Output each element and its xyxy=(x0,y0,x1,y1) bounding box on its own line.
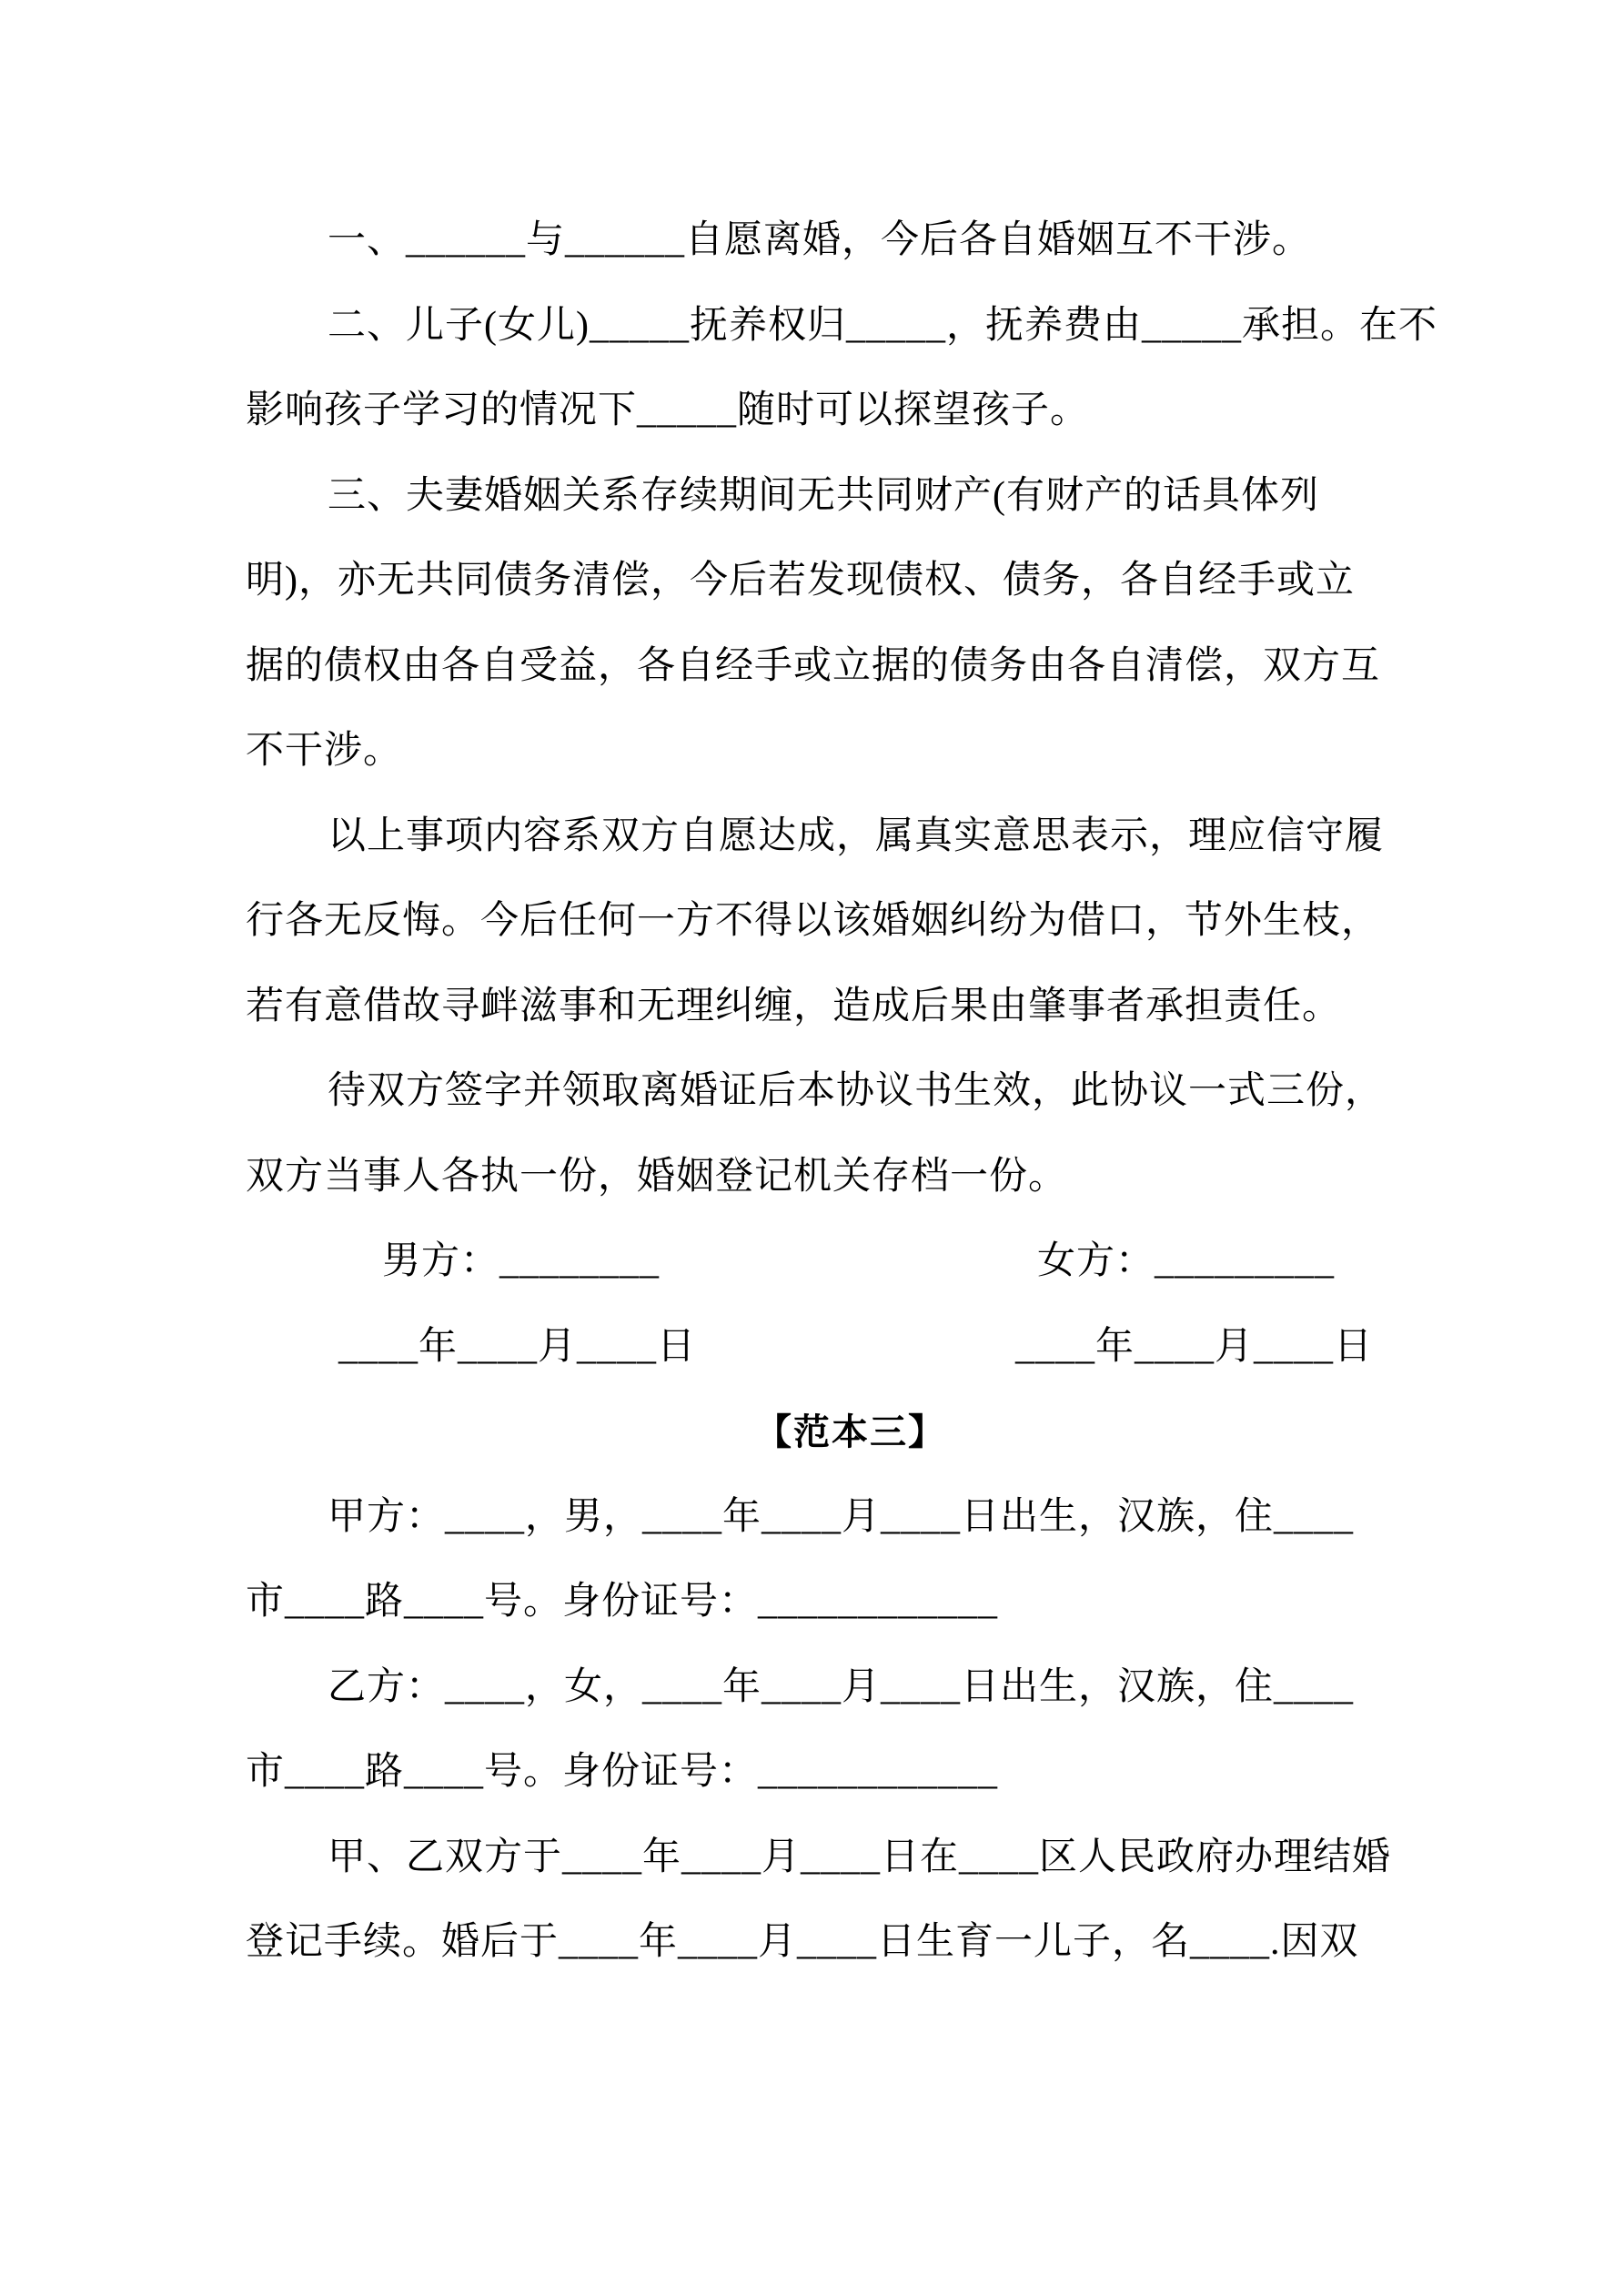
text-line: 二、儿子(女儿)_____抚养权归_____，抚养费由_____承担。在不 xyxy=(328,304,1437,347)
signature-date-row xyxy=(246,1305,1383,1391)
section-heading: 【范本三】 xyxy=(755,1411,946,1452)
text-line: 双方当事人各执一份，婚姻登记机关存档一份。 xyxy=(246,1155,1068,1198)
text-line: 市____路____号。身份证号：____________ xyxy=(246,1751,999,1793)
wife-date-blank: ____年____月____日 xyxy=(1015,1325,1374,1368)
document-body xyxy=(246,198,1437,1986)
text-line: 市____路____号。身份证号：____________ xyxy=(246,1581,999,1623)
wife-signature-blank: 女方：_________ xyxy=(1037,1240,1336,1282)
text-line: 登记手续。婚后于____年____月____日生育一儿子，名____.因双 xyxy=(246,1921,1359,1963)
text-line: 若有意借故寻衅滋事和无理纠缠，造成后果由肇事者承担责任。 xyxy=(246,985,1342,1027)
signature-row xyxy=(246,1219,1383,1305)
text-line: 一、______与______自愿离婚，今后各自婚姻互不干涉。 xyxy=(328,219,1312,261)
text-line: 乙方：____，女，____年____月____日出生，汉族，住____ xyxy=(328,1665,1355,1708)
text-line: 三、夫妻婚姻关系存续期间无共同财产(有财产的话具体列 xyxy=(328,474,1319,517)
text-line: 待双方签字并领取离婚证后本协议书生效，此协议一式三份， xyxy=(328,1070,1385,1112)
text-line: 以上事项内容系双方自愿达成，属真实意思表示，理应信守履 xyxy=(328,814,1385,857)
husband-date-blank: ____年____月____日 xyxy=(338,1325,697,1368)
husband-signature-blank: 男方：________ xyxy=(382,1240,661,1282)
text-line: 影响孩子学习的情况下_____随时可以探望孩子。 xyxy=(246,389,1090,431)
text-line: 据的债权由各自受益，各自经手或立据的债务由各自清偿，双方互 xyxy=(246,644,1381,687)
text-line: 甲、乙双方于____年____月____日在____区人民政府办理结婚 xyxy=(328,1836,1392,1878)
text-line: 不干涉。 xyxy=(246,730,403,772)
text-line: 甲方：____，男，____年____月____日出生，汉族，住____ xyxy=(328,1495,1355,1538)
text-line: 明)，亦无共同债务清偿，今后若发现债权、债务，各自经手或立 xyxy=(246,560,1355,602)
text-line: 行各无反悔。今后任何一方不得以该婚姻纠纷为借口，节外生枝， xyxy=(246,900,1381,942)
